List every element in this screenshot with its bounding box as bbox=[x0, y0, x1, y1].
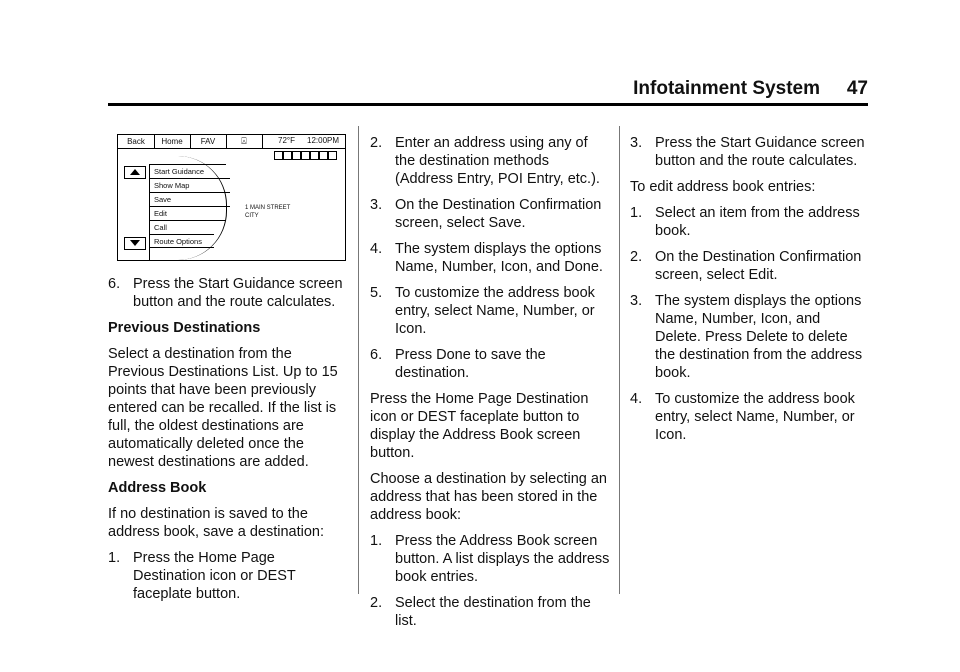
list-item bbox=[108, 549, 348, 603]
page-number: 47 bbox=[846, 78, 868, 99]
column-2 bbox=[370, 134, 610, 638]
paragraph: If no destination is saved to the address book, save a destination: bbox=[108, 506, 325, 540]
item-text: On the Destination Confirmation screen, select Edit. bbox=[655, 249, 862, 283]
item-number: 5. bbox=[370, 285, 383, 301]
scroll-up-button bbox=[124, 166, 146, 179]
menu-item-call: Call bbox=[150, 220, 226, 234]
menu-item-route-options: Route Options bbox=[150, 234, 214, 248]
item-number: 2. bbox=[370, 595, 383, 611]
nav-antenna-icon: ⍓ bbox=[226, 135, 263, 148]
status-icon bbox=[274, 151, 283, 160]
item-number: 6. bbox=[108, 276, 121, 292]
arrow-down-icon bbox=[130, 240, 140, 246]
list-item bbox=[370, 284, 610, 338]
item-number: 3. bbox=[630, 135, 643, 151]
column-divider bbox=[619, 126, 620, 594]
item-number: 6. bbox=[370, 347, 383, 363]
status-icon bbox=[310, 151, 319, 160]
clock-readout: 12:00PM bbox=[307, 136, 340, 145]
item-text: Enter an address using any of the destination methods (Address Entry, POI Entry, etc.). bbox=[395, 135, 600, 187]
menu-item-show-map: Show Map bbox=[150, 178, 230, 192]
subheading-previous-destinations: Previous Destinations bbox=[108, 320, 261, 336]
item-number: 1. bbox=[108, 550, 121, 566]
status-icon bbox=[283, 151, 292, 160]
item-number: 2. bbox=[370, 135, 383, 151]
page-header bbox=[108, 78, 868, 104]
paragraph: Select a destination from the Previous Destinations List. Up to 15 points that have been previously entered can be recalled. If the list is full, the oldest destinations are automatically deleted once the newest destinations are added. bbox=[108, 346, 338, 470]
item-text: Press the Start Guidance screen button and the route calculates. bbox=[133, 276, 343, 310]
status-icons bbox=[274, 151, 339, 160]
item-number: 4. bbox=[370, 241, 383, 257]
status-icon bbox=[301, 151, 310, 160]
subheading-address-book: Address Book bbox=[108, 480, 207, 496]
item-text: Press the Home Page Destination icon or DEST faceplate button. bbox=[133, 550, 296, 602]
status-icon bbox=[319, 151, 328, 160]
column-3 bbox=[630, 134, 870, 452]
menu-item-edit: Edit bbox=[150, 206, 230, 220]
item-number: 3. bbox=[370, 197, 383, 213]
arrow-up-icon bbox=[130, 169, 140, 175]
item-text: Select an item from the address book. bbox=[655, 205, 860, 239]
screen-menu bbox=[149, 164, 230, 260]
list-item bbox=[630, 134, 870, 170]
navigation-screen-illustration bbox=[117, 134, 346, 261]
back-button: Back bbox=[118, 135, 155, 148]
paragraph: Choose a destination by selecting an address that has been stored in the address book: bbox=[370, 471, 607, 523]
list-item bbox=[370, 196, 610, 232]
address-line: CITY bbox=[245, 213, 259, 219]
list-item bbox=[370, 240, 610, 276]
item-text: Press the Address Book screen button. A list displays the address book entries. bbox=[395, 533, 610, 585]
address-line: 1 MAIN STREET bbox=[245, 205, 291, 211]
paragraph: To edit address book entries: bbox=[630, 179, 816, 195]
list-item bbox=[630, 248, 870, 284]
list-item bbox=[108, 275, 348, 311]
item-number: 3. bbox=[630, 293, 643, 309]
list-item bbox=[630, 390, 870, 444]
fav-button: FAV bbox=[190, 135, 227, 148]
home-button: Home bbox=[154, 135, 191, 148]
scroll-down-button bbox=[124, 237, 146, 250]
item-text: The system displays the options Name, Number, Icon, and Done. bbox=[395, 241, 603, 275]
item-number: 4. bbox=[630, 391, 643, 407]
paragraph: Press the Home Page Destination icon or DEST faceplate button to display the Address Book screen button. bbox=[370, 391, 589, 461]
temperature-readout: 72°F bbox=[278, 136, 295, 145]
menu-item-save: Save bbox=[150, 192, 230, 206]
item-text: The system displays the options Name, Number, Icon, and Delete. Press Delete to delete the destination from the address book. bbox=[655, 293, 863, 381]
list-item bbox=[370, 532, 610, 586]
item-text: Select the destination from the list. bbox=[395, 595, 591, 629]
item-text: To customize the address book entry, select Name, Number, or Icon. bbox=[395, 285, 595, 337]
status-icon bbox=[328, 151, 337, 160]
item-number: 2. bbox=[630, 249, 643, 265]
item-text: On the Destination Confirmation screen, select Save. bbox=[395, 197, 602, 231]
item-number: 1. bbox=[370, 533, 383, 549]
list-item bbox=[370, 346, 610, 382]
column-1 bbox=[108, 128, 348, 611]
item-number: 1. bbox=[630, 205, 643, 221]
item-text: Press Done to save the destination. bbox=[395, 347, 546, 381]
list-item bbox=[370, 134, 610, 188]
screen-top-bar bbox=[118, 135, 345, 149]
section-title: Infotainment System bbox=[633, 78, 820, 99]
menu-item-start-guidance: Start Guidance bbox=[150, 164, 226, 178]
status-icon bbox=[292, 151, 301, 160]
destination-address bbox=[245, 204, 290, 220]
item-text: Press the Start Guidance screen button and the route calculates. bbox=[655, 135, 865, 169]
column-divider bbox=[358, 126, 359, 594]
item-text: To customize the address book entry, select Name, Number, or Icon. bbox=[655, 391, 855, 443]
list-item bbox=[370, 594, 610, 630]
list-item bbox=[630, 292, 870, 382]
header-rule bbox=[108, 103, 868, 106]
list-item bbox=[630, 204, 870, 240]
